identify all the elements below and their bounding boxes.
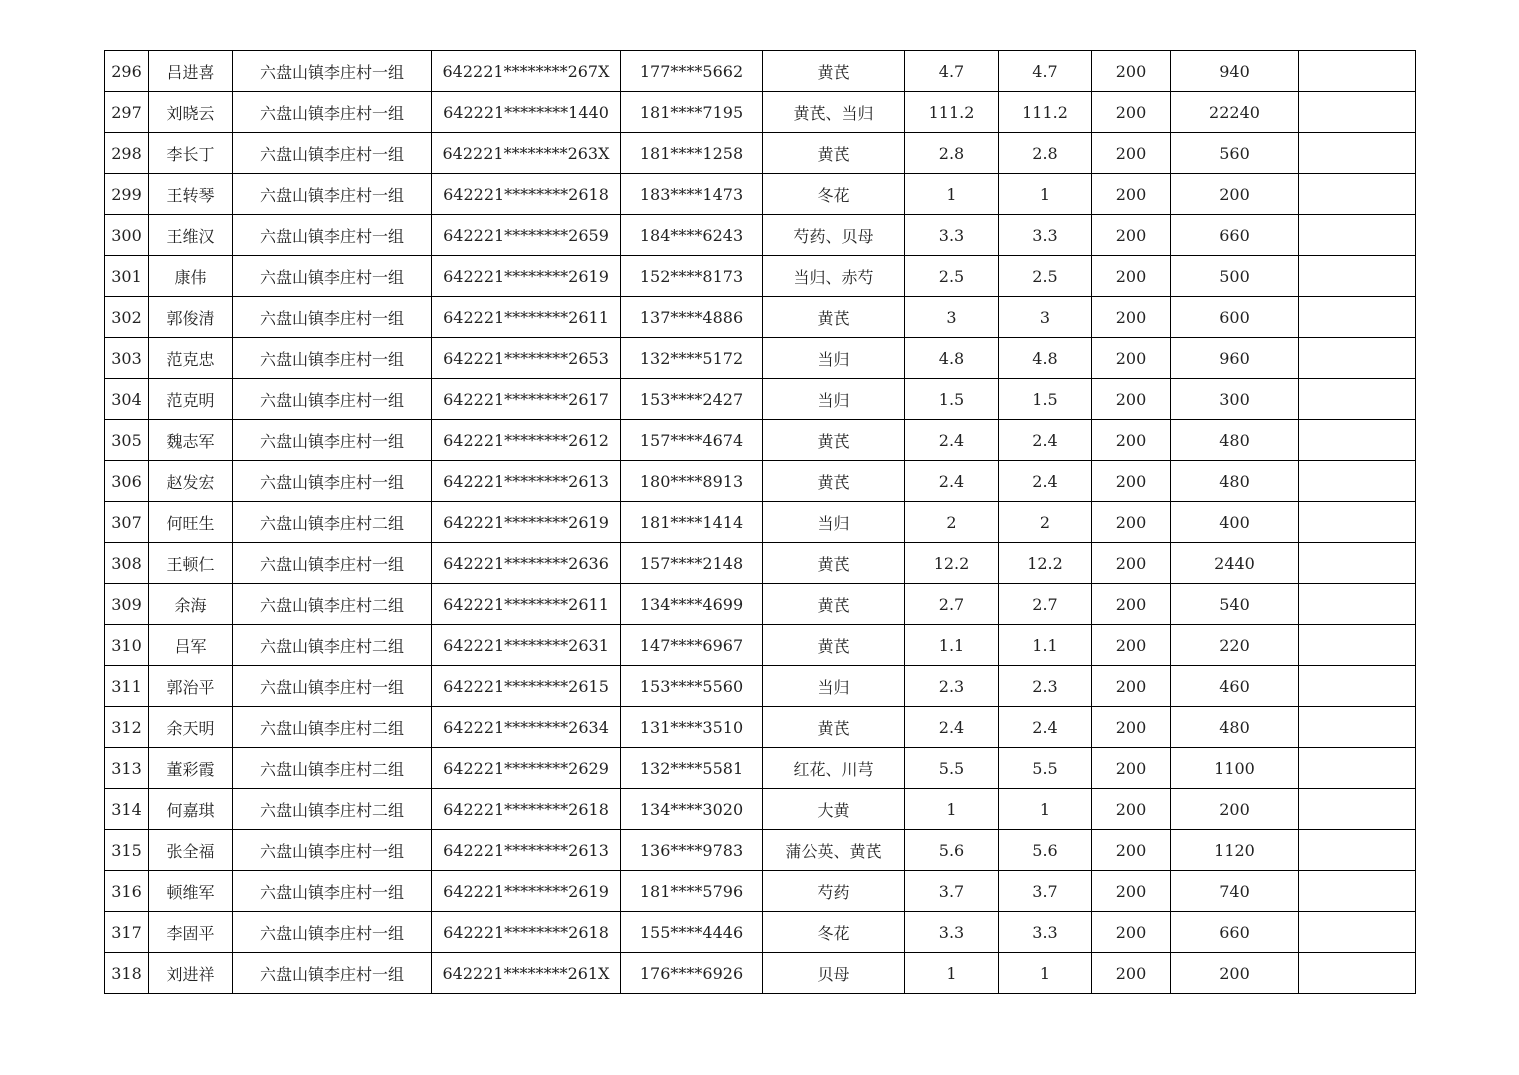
address-cell: 六盘山镇李庄村二组	[233, 502, 432, 543]
area-cell: 3	[905, 297, 999, 338]
table-row	[105, 338, 1416, 379]
phone-cell: 134****3020	[621, 789, 763, 830]
verified-area-cell: 111.2	[999, 92, 1092, 133]
subsidy-rate-cell: 200	[1092, 461, 1171, 502]
table-row	[105, 92, 1416, 133]
area-cell: 5.5	[905, 748, 999, 789]
data-table-container	[104, 50, 1416, 994]
verified-area-cell: 1	[999, 789, 1092, 830]
verified-area-cell: 1.5	[999, 379, 1092, 420]
verified-area-cell: 1	[999, 174, 1092, 215]
name-cell: 李固平	[149, 912, 233, 953]
phone-cell: 132****5581	[621, 748, 763, 789]
phone-cell: 153****5560	[621, 666, 763, 707]
subsidy-rate-cell: 200	[1092, 912, 1171, 953]
address-cell: 六盘山镇李庄村一组	[233, 133, 432, 174]
id-number-cell: 642221********2629	[432, 748, 621, 789]
herb-type-cell: 当归	[763, 338, 905, 379]
table-row	[105, 297, 1416, 338]
remarks-cell	[1299, 133, 1416, 174]
subsidy-amount-cell: 1100	[1171, 748, 1299, 789]
subsidy-amount-cell: 400	[1171, 502, 1299, 543]
address-cell: 六盘山镇李庄村一组	[233, 871, 432, 912]
address-cell: 六盘山镇李庄村一组	[233, 912, 432, 953]
address-cell: 六盘山镇李庄村二组	[233, 789, 432, 830]
id-number-cell: 642221********2611	[432, 297, 621, 338]
subsidy-amount-cell: 300	[1171, 379, 1299, 420]
remarks-cell	[1299, 174, 1416, 215]
area-cell: 3.7	[905, 871, 999, 912]
subsidy-rate-cell: 200	[1092, 748, 1171, 789]
address-cell: 六盘山镇李庄村一组	[233, 92, 432, 133]
area-cell: 2.4	[905, 420, 999, 461]
data-table	[104, 50, 1416, 994]
id-number-cell: 642221********2615	[432, 666, 621, 707]
table-row	[105, 256, 1416, 297]
name-cell: 王顿仁	[149, 543, 233, 584]
herb-type-cell: 黄芪	[763, 297, 905, 338]
subsidy-amount-cell: 200	[1171, 953, 1299, 994]
name-cell: 何嘉琪	[149, 789, 233, 830]
area-cell: 2.7	[905, 584, 999, 625]
id-number-cell: 642221********2617	[432, 379, 621, 420]
id-number-cell: 642221********2619	[432, 502, 621, 543]
subsidy-amount-cell: 2440	[1171, 543, 1299, 584]
verified-area-cell: 5.6	[999, 830, 1092, 871]
table-row	[105, 871, 1416, 912]
herb-type-cell: 大黄	[763, 789, 905, 830]
herb-type-cell: 黄芪	[763, 133, 905, 174]
area-cell: 2.4	[905, 461, 999, 502]
name-cell: 吕进喜	[149, 51, 233, 92]
verified-area-cell: 2.7	[999, 584, 1092, 625]
subsidy-rate-cell: 200	[1092, 133, 1171, 174]
phone-cell: 152****8173	[621, 256, 763, 297]
subsidy-rate-cell: 200	[1092, 51, 1171, 92]
phone-cell: 157****4674	[621, 420, 763, 461]
verified-area-cell: 2.3	[999, 666, 1092, 707]
verified-area-cell: 3.7	[999, 871, 1092, 912]
subsidy-amount-cell: 480	[1171, 420, 1299, 461]
remarks-cell	[1299, 543, 1416, 584]
table-body	[105, 51, 1416, 994]
subsidy-amount-cell: 600	[1171, 297, 1299, 338]
subsidy-rate-cell: 200	[1092, 871, 1171, 912]
name-cell: 余海	[149, 584, 233, 625]
address-cell: 六盘山镇李庄村一组	[233, 666, 432, 707]
id-number-cell: 642221********2618	[432, 789, 621, 830]
subsidy-amount-cell: 460	[1171, 666, 1299, 707]
address-cell: 六盘山镇李庄村一组	[233, 379, 432, 420]
id-number-cell: 642221********2619	[432, 871, 621, 912]
table-row	[105, 133, 1416, 174]
verified-area-cell: 2.4	[999, 707, 1092, 748]
area-cell: 2.3	[905, 666, 999, 707]
id-number-cell: 642221********2653	[432, 338, 621, 379]
remarks-cell	[1299, 297, 1416, 338]
id-number-cell: 642221********263X	[432, 133, 621, 174]
table-row	[105, 502, 1416, 543]
subsidy-rate-cell: 200	[1092, 215, 1171, 256]
herb-type-cell: 黄芪	[763, 461, 905, 502]
row-number-cell: 313	[105, 748, 149, 789]
row-number-cell: 309	[105, 584, 149, 625]
phone-cell: 181****1258	[621, 133, 763, 174]
herb-type-cell: 当归	[763, 666, 905, 707]
name-cell: 郭俊清	[149, 297, 233, 338]
id-number-cell: 642221********267X	[432, 51, 621, 92]
table-row	[105, 666, 1416, 707]
name-cell: 董彩霞	[149, 748, 233, 789]
address-cell: 六盘山镇李庄村二组	[233, 584, 432, 625]
area-cell: 2	[905, 502, 999, 543]
verified-area-cell: 3.3	[999, 912, 1092, 953]
address-cell: 六盘山镇李庄村一组	[233, 256, 432, 297]
phone-cell: 147****6967	[621, 625, 763, 666]
name-cell: 刘晓云	[149, 92, 233, 133]
subsidy-rate-cell: 200	[1092, 625, 1171, 666]
name-cell: 刘进祥	[149, 953, 233, 994]
table-row	[105, 748, 1416, 789]
remarks-cell	[1299, 420, 1416, 461]
verified-area-cell: 2.4	[999, 420, 1092, 461]
area-cell: 2.5	[905, 256, 999, 297]
id-number-cell: 642221********2618	[432, 912, 621, 953]
id-number-cell: 642221********2659	[432, 215, 621, 256]
address-cell: 六盘山镇李庄村一组	[233, 953, 432, 994]
area-cell: 111.2	[905, 92, 999, 133]
id-number-cell: 642221********1440	[432, 92, 621, 133]
row-number-cell: 312	[105, 707, 149, 748]
phone-cell: 136****9783	[621, 830, 763, 871]
row-number-cell: 314	[105, 789, 149, 830]
herb-type-cell: 芍药	[763, 871, 905, 912]
verified-area-cell: 2.4	[999, 461, 1092, 502]
remarks-cell	[1299, 256, 1416, 297]
table-row	[105, 584, 1416, 625]
area-cell: 5.6	[905, 830, 999, 871]
remarks-cell	[1299, 584, 1416, 625]
verified-area-cell: 2.5	[999, 256, 1092, 297]
id-number-cell: 642221********261X	[432, 953, 621, 994]
phone-cell: 176****6926	[621, 953, 763, 994]
id-number-cell: 642221********2611	[432, 584, 621, 625]
row-number-cell: 315	[105, 830, 149, 871]
phone-cell: 137****4886	[621, 297, 763, 338]
name-cell: 吕军	[149, 625, 233, 666]
area-cell: 4.7	[905, 51, 999, 92]
verified-area-cell: 5.5	[999, 748, 1092, 789]
table-row	[105, 789, 1416, 830]
herb-type-cell: 冬花	[763, 912, 905, 953]
herb-type-cell: 黄芪	[763, 707, 905, 748]
subsidy-amount-cell: 220	[1171, 625, 1299, 666]
subsidy-amount-cell: 480	[1171, 707, 1299, 748]
subsidy-rate-cell: 200	[1092, 789, 1171, 830]
id-number-cell: 642221********2636	[432, 543, 621, 584]
subsidy-rate-cell: 200	[1092, 666, 1171, 707]
subsidy-rate-cell: 200	[1092, 830, 1171, 871]
row-number-cell: 304	[105, 379, 149, 420]
table-row	[105, 625, 1416, 666]
subsidy-amount-cell: 940	[1171, 51, 1299, 92]
verified-area-cell: 2	[999, 502, 1092, 543]
subsidy-amount-cell: 1120	[1171, 830, 1299, 871]
row-number-cell: 306	[105, 461, 149, 502]
herb-type-cell: 贝母	[763, 953, 905, 994]
table-row	[105, 953, 1416, 994]
row-number-cell: 311	[105, 666, 149, 707]
table-row	[105, 420, 1416, 461]
herb-type-cell: 黄芪	[763, 625, 905, 666]
row-number-cell: 296	[105, 51, 149, 92]
subsidy-amount-cell: 540	[1171, 584, 1299, 625]
area-cell: 2.4	[905, 707, 999, 748]
row-number-cell: 302	[105, 297, 149, 338]
subsidy-rate-cell: 200	[1092, 420, 1171, 461]
subsidy-rate-cell: 200	[1092, 502, 1171, 543]
subsidy-rate-cell: 200	[1092, 92, 1171, 133]
row-number-cell: 298	[105, 133, 149, 174]
verified-area-cell: 12.2	[999, 543, 1092, 584]
area-cell: 1.5	[905, 379, 999, 420]
row-number-cell: 297	[105, 92, 149, 133]
verified-area-cell: 1.1	[999, 625, 1092, 666]
subsidy-rate-cell: 200	[1092, 338, 1171, 379]
phone-cell: 180****8913	[621, 461, 763, 502]
verified-area-cell: 1	[999, 953, 1092, 994]
address-cell: 六盘山镇李庄村二组	[233, 748, 432, 789]
name-cell: 赵发宏	[149, 461, 233, 502]
row-number-cell: 305	[105, 420, 149, 461]
row-number-cell: 310	[105, 625, 149, 666]
verified-area-cell: 3.3	[999, 215, 1092, 256]
herb-type-cell: 黄芪	[763, 584, 905, 625]
address-cell: 六盘山镇李庄村一组	[233, 215, 432, 256]
remarks-cell	[1299, 953, 1416, 994]
subsidy-amount-cell: 660	[1171, 215, 1299, 256]
id-number-cell: 642221********2613	[432, 830, 621, 871]
table-row	[105, 830, 1416, 871]
subsidy-amount-cell: 500	[1171, 256, 1299, 297]
table-row	[105, 174, 1416, 215]
subsidy-rate-cell: 200	[1092, 707, 1171, 748]
remarks-cell	[1299, 830, 1416, 871]
area-cell: 3.3	[905, 912, 999, 953]
herb-type-cell: 黄芪、当归	[763, 92, 905, 133]
herb-type-cell: 蒲公英、黄芪	[763, 830, 905, 871]
name-cell: 范克忠	[149, 338, 233, 379]
remarks-cell	[1299, 625, 1416, 666]
name-cell: 李长丁	[149, 133, 233, 174]
table-row	[105, 51, 1416, 92]
name-cell: 何旺生	[149, 502, 233, 543]
herb-type-cell: 当归	[763, 379, 905, 420]
subsidy-rate-cell: 200	[1092, 543, 1171, 584]
name-cell: 魏志军	[149, 420, 233, 461]
id-number-cell: 642221********2618	[432, 174, 621, 215]
table-row	[105, 912, 1416, 953]
row-number-cell: 316	[105, 871, 149, 912]
address-cell: 六盘山镇李庄村一组	[233, 420, 432, 461]
row-number-cell: 318	[105, 953, 149, 994]
phone-cell: 134****4699	[621, 584, 763, 625]
herb-type-cell: 红花、川芎	[763, 748, 905, 789]
verified-area-cell: 3	[999, 297, 1092, 338]
row-number-cell: 303	[105, 338, 149, 379]
subsidy-amount-cell: 960	[1171, 338, 1299, 379]
address-cell: 六盘山镇李庄村二组	[233, 625, 432, 666]
remarks-cell	[1299, 871, 1416, 912]
subsidy-rate-cell: 200	[1092, 256, 1171, 297]
subsidy-amount-cell: 740	[1171, 871, 1299, 912]
table-row	[105, 215, 1416, 256]
id-number-cell: 642221********2613	[432, 461, 621, 502]
area-cell: 1	[905, 953, 999, 994]
row-number-cell: 307	[105, 502, 149, 543]
id-number-cell: 642221********2634	[432, 707, 621, 748]
phone-cell: 155****4446	[621, 912, 763, 953]
row-number-cell: 301	[105, 256, 149, 297]
table-row	[105, 707, 1416, 748]
table-row	[105, 461, 1416, 502]
remarks-cell	[1299, 666, 1416, 707]
address-cell: 六盘山镇李庄村一组	[233, 461, 432, 502]
address-cell: 六盘山镇李庄村一组	[233, 543, 432, 584]
phone-cell: 157****2148	[621, 543, 763, 584]
herb-type-cell: 黄芪	[763, 420, 905, 461]
row-number-cell: 300	[105, 215, 149, 256]
name-cell: 张全福	[149, 830, 233, 871]
phone-cell: 181****7195	[621, 92, 763, 133]
area-cell: 1	[905, 789, 999, 830]
address-cell: 六盘山镇李庄村一组	[233, 830, 432, 871]
address-cell: 六盘山镇李庄村二组	[233, 707, 432, 748]
subsidy-amount-cell: 560	[1171, 133, 1299, 174]
name-cell: 顿维军	[149, 871, 233, 912]
remarks-cell	[1299, 379, 1416, 420]
herb-type-cell: 黄芪	[763, 543, 905, 584]
phone-cell: 184****6243	[621, 215, 763, 256]
herb-type-cell: 芍药、贝母	[763, 215, 905, 256]
subsidy-amount-cell: 22240	[1171, 92, 1299, 133]
herb-type-cell: 黄芪	[763, 51, 905, 92]
subsidy-rate-cell: 200	[1092, 379, 1171, 420]
area-cell: 2.8	[905, 133, 999, 174]
remarks-cell	[1299, 748, 1416, 789]
area-cell: 4.8	[905, 338, 999, 379]
name-cell: 王转琴	[149, 174, 233, 215]
remarks-cell	[1299, 92, 1416, 133]
herb-type-cell: 当归、赤芍	[763, 256, 905, 297]
name-cell: 余天明	[149, 707, 233, 748]
area-cell: 3.3	[905, 215, 999, 256]
table-row	[105, 379, 1416, 420]
herb-type-cell: 当归	[763, 502, 905, 543]
verified-area-cell: 4.8	[999, 338, 1092, 379]
id-number-cell: 642221********2612	[432, 420, 621, 461]
address-cell: 六盘山镇李庄村一组	[233, 51, 432, 92]
verified-area-cell: 4.7	[999, 51, 1092, 92]
subsidy-amount-cell: 200	[1171, 174, 1299, 215]
row-number-cell: 299	[105, 174, 149, 215]
subsidy-rate-cell: 200	[1092, 584, 1171, 625]
verified-area-cell: 2.8	[999, 133, 1092, 174]
subsidy-amount-cell: 660	[1171, 912, 1299, 953]
remarks-cell	[1299, 215, 1416, 256]
name-cell: 王维汉	[149, 215, 233, 256]
phone-cell: 181****1414	[621, 502, 763, 543]
phone-cell: 132****5172	[621, 338, 763, 379]
row-number-cell: 308	[105, 543, 149, 584]
phone-cell: 177****5662	[621, 51, 763, 92]
remarks-cell	[1299, 502, 1416, 543]
phone-cell: 181****5796	[621, 871, 763, 912]
remarks-cell	[1299, 707, 1416, 748]
subsidy-rate-cell: 200	[1092, 953, 1171, 994]
area-cell: 12.2	[905, 543, 999, 584]
remarks-cell	[1299, 51, 1416, 92]
remarks-cell	[1299, 912, 1416, 953]
remarks-cell	[1299, 461, 1416, 502]
table-row	[105, 543, 1416, 584]
phone-cell: 131****3510	[621, 707, 763, 748]
subsidy-rate-cell: 200	[1092, 297, 1171, 338]
remarks-cell	[1299, 789, 1416, 830]
subsidy-amount-cell: 200	[1171, 789, 1299, 830]
subsidy-rate-cell: 200	[1092, 174, 1171, 215]
name-cell: 范克明	[149, 379, 233, 420]
subsidy-amount-cell: 480	[1171, 461, 1299, 502]
phone-cell: 183****1473	[621, 174, 763, 215]
herb-type-cell: 冬花	[763, 174, 905, 215]
remarks-cell	[1299, 338, 1416, 379]
address-cell: 六盘山镇李庄村一组	[233, 174, 432, 215]
id-number-cell: 642221********2631	[432, 625, 621, 666]
id-number-cell: 642221********2619	[432, 256, 621, 297]
area-cell: 1.1	[905, 625, 999, 666]
address-cell: 六盘山镇李庄村一组	[233, 338, 432, 379]
name-cell: 康伟	[149, 256, 233, 297]
name-cell: 郭治平	[149, 666, 233, 707]
address-cell: 六盘山镇李庄村一组	[233, 297, 432, 338]
row-number-cell: 317	[105, 912, 149, 953]
phone-cell: 153****2427	[621, 379, 763, 420]
area-cell: 1	[905, 174, 999, 215]
